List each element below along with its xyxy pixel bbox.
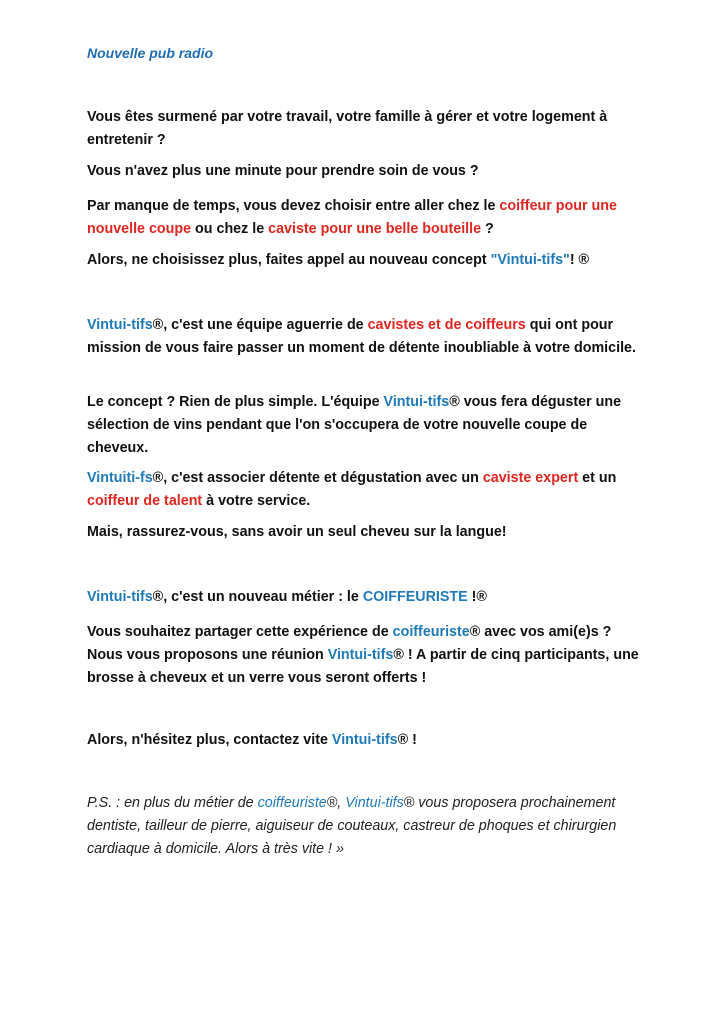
- brand-name: Vintuiti-fs: [87, 470, 153, 486]
- paragraph-2: Vous n'avez plus une minute pour prendre soin de vous ?: [87, 163, 479, 179]
- text: ®,: [326, 795, 346, 811]
- paragraph-9: [87, 586, 647, 609]
- text: Par manque de temps, vous devez choisir entre aller chez le: [87, 198, 500, 214]
- text: Alors, n'hésitez plus, contactez vite: [87, 732, 332, 748]
- text: ® avec vos ami(e)s ? Nous vous proposons une réunion: [87, 624, 612, 663]
- text: ® vous fera déguster une sélection de vins pendant que l'on s'occupera de votre nouvelle coupe de cheveux.: [87, 394, 622, 456]
- highlight-coiffeuriste: coiffeuriste: [257, 795, 327, 811]
- paragraph-6: [87, 391, 647, 460]
- text: et un: [578, 470, 617, 486]
- text: ®, c'est associer détente et dégustation avec un: [152, 470, 483, 486]
- paragraph-5: [87, 314, 647, 360]
- paragraph-4: [87, 249, 647, 272]
- postscript: [87, 792, 647, 861]
- text: ?: [481, 221, 494, 237]
- text: P.S. : en plus du métier de: [87, 795, 258, 811]
- text: Alors, ne choisissez plus, faites appel au nouveau concept: [87, 252, 491, 268]
- paragraph-1: Vous êtes surmené par votre travail, votre famille à gérer et votre logement à entretenir ?: [87, 109, 608, 148]
- highlight-coiffeuriste: coiffeuriste: [392, 624, 470, 640]
- brand-name: Vintui-tifs: [87, 589, 153, 605]
- text: ®, c'est une équipe aguerrie de: [152, 317, 368, 333]
- paragraph-10: [87, 621, 647, 690]
- text: à votre service.: [202, 493, 311, 509]
- document-title: Nouvelle pub radio: [87, 45, 214, 61]
- brand-name: Vintui-tifs: [331, 732, 398, 748]
- highlight-cavistes: cavistes et de coiffeurs: [367, 317, 526, 333]
- brand-name: Vintui-tifs: [345, 795, 404, 811]
- paragraph-11: [87, 729, 647, 752]
- text: ou chez le: [191, 221, 269, 237]
- text: ® ! A partir de cinq participants, une brosse à cheveux et un verre vous seront offerts !: [87, 647, 639, 686]
- paragraph-7: [87, 467, 647, 513]
- highlight-coiffeur: coiffeur pour une nouvelle coupe: [87, 198, 617, 237]
- text: Le concept ? Rien de plus simple. L'équipe: [87, 394, 384, 410]
- brand-name: Vintui-tifs: [87, 317, 153, 333]
- text: qui ont pour mission de vous faire passer un moment de détente inoubliable à votre domicile.: [87, 317, 636, 356]
- brand-name: "Vintui-tifs": [490, 252, 570, 268]
- text: ® !: [397, 732, 417, 748]
- highlight-caviste: caviste pour une belle bouteille: [268, 221, 482, 237]
- paragraph-8: Mais, rassurez-vous, sans avoir un seul cheveu sur la langue!: [87, 524, 507, 540]
- text: !®: [467, 589, 487, 605]
- text: Vous souhaitez partager cette expérience de: [87, 624, 393, 640]
- highlight-caviste-expert: caviste expert: [482, 470, 579, 486]
- text: ® vous proposera prochainement dentiste, tailleur de pierre, aiguiseur de couteaux, castreur de phoques et chirurgien cardiaque à domicile. Alors à très vite ! »: [87, 795, 617, 857]
- brand-name: Vintui-tifs: [383, 394, 450, 410]
- text: ®, c'est un nouveau métier : le: [152, 589, 363, 605]
- highlight-coiffeuriste: COIFFEURISTE: [362, 589, 468, 605]
- highlight-coiffeur-talent: coiffeur de talent: [87, 493, 203, 509]
- text: ! ®: [569, 252, 590, 268]
- paragraph-3: [87, 195, 647, 241]
- brand-name: Vintui-tifs: [327, 647, 394, 663]
